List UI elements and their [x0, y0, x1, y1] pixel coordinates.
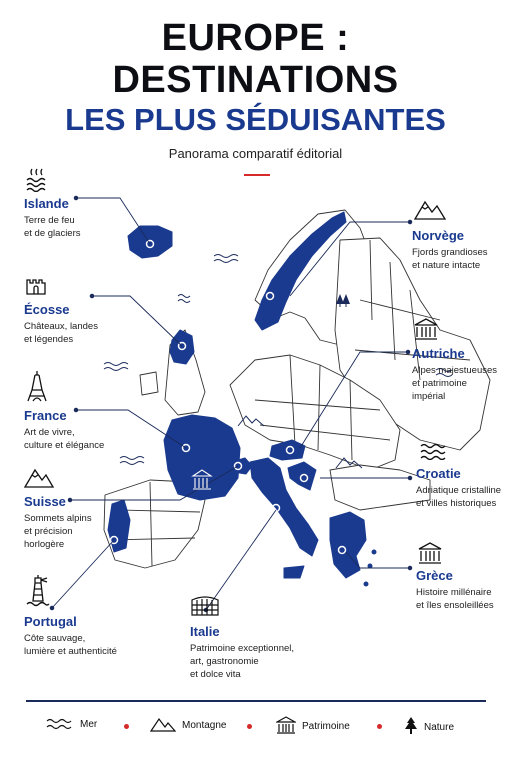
- legend-item-nature: [404, 716, 454, 739]
- croatie-name: Croatie: [416, 466, 461, 481]
- portugal-name: Portugal: [24, 614, 77, 629]
- norvege-desc-2: et nature intacte: [412, 260, 481, 271]
- suisse-desc-2: et précision: [24, 526, 73, 537]
- italie-desc-2: art, gastronomie: [190, 656, 259, 667]
- legend-separator: [377, 724, 382, 729]
- waves-icon: [420, 442, 448, 460]
- norvege-desc-1: Fjords grandioses: [412, 247, 488, 258]
- france-desc-2: culture et élégance: [24, 440, 105, 451]
- lighthouse-icon: [26, 574, 50, 608]
- eiffel-tower-icon: [26, 370, 48, 402]
- balkans-outline: [330, 465, 430, 510]
- legend-label: Patrimoine: [302, 721, 350, 732]
- iceland-shape: [128, 226, 172, 258]
- waves-icon: [46, 716, 74, 733]
- sea-waves-icon: [214, 255, 238, 263]
- mountain-icon: [414, 198, 446, 220]
- grece-desc-2: et îles ensoleillées: [416, 600, 494, 611]
- hot-spring-icon: [24, 166, 50, 192]
- autriche-desc-3: impérial: [412, 391, 446, 402]
- croatie-desc-1: Adriatique cristalline: [416, 485, 502, 496]
- legend-item-mer: [46, 716, 97, 733]
- heritage-icon: [276, 716, 296, 737]
- france-name: France: [24, 408, 67, 423]
- ecosse-desc-2: et légendes: [24, 334, 74, 345]
- legend-divider: [26, 700, 486, 702]
- portugal-desc-2: lumière et authenticité: [24, 646, 117, 657]
- title-line-1: EUROPE :: [161, 17, 350, 59]
- legend-item-montagne: [150, 716, 226, 735]
- legend-separator: [247, 724, 252, 729]
- autriche-name: Autriche: [412, 346, 465, 361]
- tree-icon: [404, 716, 418, 739]
- autriche-desc-1: Alpes majestueuses: [412, 365, 498, 376]
- temple-icon: [418, 542, 442, 564]
- sea-waves-icon: [178, 295, 190, 303]
- sea-waves-icon: [120, 457, 144, 465]
- sicily-shape: [284, 566, 304, 578]
- suisse-name: Suisse: [24, 494, 66, 509]
- italie-desc-1: Patrimoine exceptionnel,: [190, 643, 295, 654]
- italie-name: Italie: [190, 624, 220, 639]
- france-desc-1: Art de vivre,: [24, 427, 75, 438]
- grece-desc-1: Histoire millénaire: [416, 587, 492, 598]
- autriche-desc-2: et patrimoine: [412, 378, 467, 389]
- legend-label: Nature: [424, 722, 455, 733]
- portugal-desc-1: Côte sauvage,: [24, 633, 86, 644]
- colosseum-icon: [190, 594, 220, 616]
- mountain-icon: [150, 716, 176, 735]
- islande-desc-2: et de glaciers: [24, 228, 81, 239]
- croatie-desc-2: et villes historiques: [416, 498, 497, 509]
- ireland-outline: [140, 372, 158, 395]
- legend-separator: [124, 724, 129, 729]
- grece-name: Grèce: [416, 568, 453, 583]
- mountain-icon: [24, 466, 54, 488]
- castle-icon: [24, 272, 48, 296]
- ecosse-name: Écosse: [24, 302, 70, 317]
- suisse-desc-3: horlogère: [24, 539, 65, 550]
- legend-item-patrimoine: [276, 716, 350, 737]
- title-line-2: DESTINATIONS: [112, 59, 399, 101]
- suisse-desc-1: Sommets alpins: [24, 513, 92, 524]
- legend-label: Mer: [80, 719, 98, 730]
- italie-desc-3: et dolce vita: [190, 669, 241, 680]
- title-line-3: LES PLUS SÉDUISANTES: [65, 102, 446, 137]
- islande-desc-1: Terre de feu: [24, 215, 75, 226]
- subtitle: Panorama comparatif éditorial: [168, 146, 343, 161]
- legend-label: Montagne: [182, 720, 227, 731]
- ecosse-desc-1: Châteaux, landes: [24, 321, 98, 332]
- norvege-name: Norvège: [412, 228, 465, 243]
- sea-waves-icon: [104, 363, 128, 371]
- islande-name: Islande: [24, 196, 69, 211]
- heritage-icon: [414, 318, 438, 340]
